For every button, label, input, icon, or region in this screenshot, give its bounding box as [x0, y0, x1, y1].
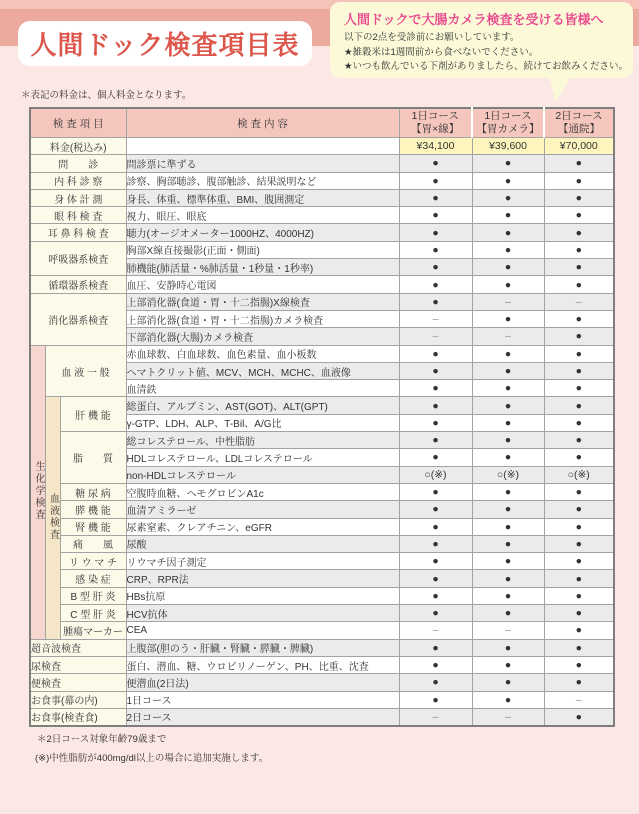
exam-content: 尿素窒素、クレアチニン、eGFR: [126, 518, 399, 535]
availability-mark: ●: [472, 570, 544, 587]
exam-item-label: B 型 肝 炎: [60, 587, 126, 604]
availability-mark: ●: [399, 501, 472, 518]
exam-content: 血清アミラーゼ: [126, 501, 399, 518]
exam-content: リウマチ因子測定: [126, 553, 399, 570]
exam-content: 赤血球数、白血球数、血色素量、血小板数: [126, 345, 399, 362]
price-value: ¥70,000: [544, 138, 614, 155]
exam-content: non-HDLコレステロール: [126, 466, 399, 483]
fee-note: ＊表記の料金は、個人料金となります。: [21, 90, 192, 101]
fee-label: 料金(税込み): [30, 138, 126, 155]
exam-item-label: お食事(幕の内): [30, 691, 126, 708]
availability-mark: –: [472, 293, 544, 310]
exam-content: 空腹時血糖、ヘモグロビンA1c: [126, 483, 399, 500]
table-row: [30, 501, 614, 518]
course-type: 【胃×線】: [411, 123, 460, 135]
availability-mark: ●: [399, 483, 472, 500]
table-row: [30, 535, 614, 552]
availability-mark: ●: [544, 674, 614, 691]
availability-mark: ●: [472, 587, 544, 604]
table-row: [30, 674, 614, 691]
course-type: 【胃カメラ】: [476, 123, 540, 135]
table-row: [30, 293, 614, 310]
availability-mark: ●: [544, 432, 614, 449]
availability-mark: ●: [472, 674, 544, 691]
callout-line: ★雑穀米は1週間前から食べないでください。: [344, 46, 539, 58]
section-label-biochem: [30, 345, 45, 639]
availability-mark: ●: [472, 449, 544, 466]
availability-mark: ●: [544, 483, 614, 500]
availability-mark: ●: [544, 224, 614, 241]
availability-mark: ●: [544, 553, 614, 570]
availability-mark: ●: [544, 380, 614, 397]
availability-mark: ●: [544, 535, 614, 552]
exam-item-label: 身 体 計 測: [30, 189, 126, 206]
table-row: [30, 189, 614, 206]
callout-bubble: [330, 2, 633, 78]
price-value: ¥39,600: [472, 138, 544, 155]
exam-content: 便潜血(2日法): [126, 674, 399, 691]
exam-content: 聴力(オージオメーター1000HZ、4000HZ): [126, 224, 399, 241]
availability-mark: –: [399, 622, 472, 639]
header-exam-content: 検 査 内 容: [126, 108, 399, 138]
exam-content: 総蛋白、アルブミン、AST(GOT)、ALT(GPT): [126, 397, 399, 414]
footnote-age: ＊2日コース対象年齢79歳まで: [37, 734, 167, 745]
availability-mark: ●: [472, 345, 544, 362]
availability-mark: ●: [544, 207, 614, 224]
exam-item-label: 呼吸器系検査: [30, 241, 126, 276]
table-row: [30, 397, 614, 414]
callout-line: 以下の2点を受診前にお願いしています。: [344, 32, 520, 43]
section-label-blood-text: 血液検査: [47, 492, 59, 541]
table-row: [30, 570, 614, 587]
course-name: 2日コース: [555, 109, 603, 122]
exam-content: 診察、胸部聴診、腹部触診、結果説明など: [126, 172, 399, 189]
exam-item-label: 肝 機 能: [60, 397, 126, 432]
exam-item-label: 血 液 一 般: [45, 345, 126, 397]
availability-mark: ●: [472, 639, 544, 656]
title-box: [18, 21, 312, 66]
availability-mark: ●: [399, 207, 472, 224]
header-course-3: [544, 108, 614, 138]
availability-mark: ●: [544, 639, 614, 656]
availability-mark: ●: [544, 656, 614, 673]
availability-mark: ●: [472, 397, 544, 414]
availability-mark: ●: [399, 518, 472, 535]
course-name: 1日コース: [484, 109, 532, 122]
availability-mark: ●: [544, 259, 614, 276]
availability-mark: –: [399, 708, 472, 725]
table-row: [30, 276, 614, 293]
table-row: [30, 656, 614, 673]
availability-mark: ●: [544, 449, 614, 466]
exam-content: CEA: [126, 622, 399, 639]
exam-content: CRP、RPR法: [126, 570, 399, 587]
availability-mark: –: [472, 708, 544, 725]
availability-mark: ●: [399, 587, 472, 604]
exam-table-body: [30, 138, 614, 726]
table-row: [30, 224, 614, 241]
exam-item-label: 耳 鼻 科 検 査: [30, 224, 126, 241]
fee-content-empty: [126, 138, 399, 155]
availability-mark: ●: [472, 535, 544, 552]
exam-item-label: 超音波検査: [30, 639, 126, 656]
exam-item-label: C 型 肝 炎: [60, 605, 126, 622]
availability-mark: ●: [544, 587, 614, 604]
exam-item-label: 糖 尿 病: [60, 483, 126, 500]
availability-mark: ●: [399, 293, 472, 310]
availability-mark: ●: [399, 639, 472, 656]
header-exam-item: 検 査 項 目: [30, 108, 126, 138]
exam-content: 2日コース: [126, 708, 399, 725]
availability-mark: ●: [399, 172, 472, 189]
availability-mark: ●: [399, 345, 472, 362]
availability-mark: ●: [472, 310, 544, 327]
availability-mark: –: [544, 293, 614, 310]
exam-content: 1日コース: [126, 691, 399, 708]
availability-mark: ●: [544, 345, 614, 362]
table-row: [30, 138, 614, 155]
availability-mark: ●: [544, 172, 614, 189]
course-name: 1日コース: [411, 109, 459, 122]
availability-mark: ●: [399, 605, 472, 622]
exam-content: γ-GTP、LDH、ALP、T-Bil、A/G比: [126, 414, 399, 431]
availability-mark: ●: [472, 414, 544, 431]
exam-item-label: 内 科 診 察: [30, 172, 126, 189]
table-row: [30, 172, 614, 189]
availability-mark: ●: [544, 276, 614, 293]
exam-item-label: 眼 科 検 査: [30, 207, 126, 224]
availability-mark: ●: [399, 397, 472, 414]
table-row: [30, 155, 614, 172]
availability-mark: ●: [399, 241, 472, 258]
availability-mark: –: [544, 691, 614, 708]
availability-mark: ●: [399, 224, 472, 241]
exam-content: HCV抗体: [126, 605, 399, 622]
section-label-biochem-text: 生化学検査: [33, 460, 44, 521]
footnote-lipid: (※)中性脂肪が400mg/dl以上の場合に追加実施します。: [35, 753, 269, 764]
availability-mark: ●: [544, 241, 614, 258]
availability-mark: ●: [544, 501, 614, 518]
section-label-blood: [45, 397, 60, 639]
availability-mark: ●: [399, 276, 472, 293]
exam-item-label: 問 診: [30, 155, 126, 172]
table-row: [30, 241, 614, 258]
availability-mark: ●: [472, 483, 544, 500]
exam-content: 蛋白、潜血、糖、ウロビリノーゲン、PH、比重、沈査: [126, 656, 399, 673]
header-course-1: [399, 108, 472, 138]
availability-mark: ●: [472, 276, 544, 293]
availability-mark: ●: [544, 362, 614, 379]
exam-content: 視力、眼圧、眼底: [126, 207, 399, 224]
availability-mark: ●: [399, 656, 472, 673]
exam-content: ヘマトクリット値、MCV、MCH、MCHC、血液像: [126, 362, 399, 379]
availability-mark: ●: [472, 656, 544, 673]
exam-content: 血清鉄: [126, 380, 399, 397]
availability-mark: ●: [472, 380, 544, 397]
table-row: [30, 483, 614, 500]
availability-mark: ●: [472, 155, 544, 172]
exam-item-label: 尿検査: [30, 656, 126, 673]
availability-mark: ●: [399, 362, 472, 379]
availability-mark: ●: [544, 570, 614, 587]
course-type: 【通院】: [558, 123, 600, 135]
exam-content: 尿酸: [126, 535, 399, 552]
availability-mark: ●: [472, 207, 544, 224]
exam-content: 上部消化器(食道・胃・十二指腸)カメラ検査: [126, 310, 399, 327]
table-row: [30, 432, 614, 449]
table-row: [30, 691, 614, 708]
availability-mark: ●: [544, 397, 614, 414]
availability-mark: ○(※): [472, 466, 544, 483]
exam-item-label: 腫瘍マーカー: [60, 622, 126, 639]
availability-mark: ●: [472, 553, 544, 570]
table-row: [30, 207, 614, 224]
exam-item-label: 脂 質: [60, 432, 126, 484]
availability-mark: ●: [472, 518, 544, 535]
availability-mark: ●: [472, 605, 544, 622]
availability-mark: ●: [544, 414, 614, 431]
availability-mark: ●: [472, 172, 544, 189]
table-row: [30, 639, 614, 656]
availability-mark: ●: [544, 155, 614, 172]
table-row: [30, 622, 614, 639]
availability-mark: ●: [472, 362, 544, 379]
exam-item-label: 消化器系検査: [30, 293, 126, 345]
availability-mark: ●: [399, 449, 472, 466]
table-row: [30, 345, 614, 362]
availability-mark: –: [472, 328, 544, 345]
availability-mark: ●: [399, 570, 472, 587]
callout-heading: 人間ドックで大腸カメラ検査を受ける皆様へ: [344, 12, 604, 27]
availability-mark: –: [399, 328, 472, 345]
price-value: ¥34,100: [399, 138, 472, 155]
exam-item-label: 便検査: [30, 674, 126, 691]
header-course-2: [472, 108, 544, 138]
table-row: [30, 553, 614, 570]
table-row: [30, 518, 614, 535]
exam-item-label: 膵 機 能: [60, 501, 126, 518]
table-row: [30, 708, 614, 725]
availability-mark: ●: [544, 622, 614, 639]
exam-item-label: お食事(検査食): [30, 708, 126, 725]
exam-content: 上部消化器(食道・胃・十二指腸)X線検査: [126, 293, 399, 310]
availability-mark: ○(※): [544, 466, 614, 483]
availability-mark: ●: [472, 259, 544, 276]
availability-mark: ●: [399, 535, 472, 552]
exam-content: 肺機能(肺活量・%肺活量・1秒量・1秒率): [126, 259, 399, 276]
availability-mark: ●: [472, 224, 544, 241]
exam-table: [29, 107, 615, 727]
exam-content: 身長、体重、標準体重、BMI、腹囲測定: [126, 189, 399, 206]
exam-content: 上腹部(胆のう・肝臓・腎臓・膵臓・脾臓): [126, 639, 399, 656]
exam-item-label: リ ウ マ チ: [60, 553, 126, 570]
availability-mark: ●: [399, 380, 472, 397]
exam-item-label: 腎 機 能: [60, 518, 126, 535]
exam-content: 下部消化器(大腸)カメラ検査: [126, 328, 399, 345]
availability-mark: ●: [544, 328, 614, 345]
exam-content: 胸部X線直接撮影(正面・側面): [126, 241, 399, 258]
availability-mark: ●: [544, 518, 614, 535]
availability-mark: –: [472, 622, 544, 639]
exam-item-label: 痛 風: [60, 535, 126, 552]
exam-content: 問診票に準ずる: [126, 155, 399, 172]
availability-mark: ●: [472, 241, 544, 258]
table-header-row: [30, 108, 614, 138]
availability-mark: ●: [399, 189, 472, 206]
page-title: 人間ドック検査項目表: [30, 30, 300, 60]
exam-content: 総コレステロール、中性脂肪: [126, 432, 399, 449]
availability-mark: ●: [472, 691, 544, 708]
callout-line: ★いつも飲んでいる下剤がありましたら、続けてお飲みください。: [344, 61, 629, 73]
table-row: [30, 605, 614, 622]
availability-mark: ●: [544, 605, 614, 622]
exam-item-label: 循環器系検査: [30, 276, 126, 293]
availability-mark: ●: [472, 432, 544, 449]
availability-mark: ●: [472, 501, 544, 518]
availability-mark: ●: [399, 691, 472, 708]
exam-content: HDLコレステロール、LDLコレステロール: [126, 449, 399, 466]
exam-content: HBs抗原: [126, 587, 399, 604]
availability-mark: ○(※): [399, 466, 472, 483]
exam-item-label: 感 染 症: [60, 570, 126, 587]
exam-content: 血圧、安静時心電図: [126, 276, 399, 293]
availability-mark: ●: [399, 674, 472, 691]
availability-mark: ●: [399, 259, 472, 276]
availability-mark: ●: [472, 189, 544, 206]
availability-mark: ●: [399, 553, 472, 570]
availability-mark: –: [399, 310, 472, 327]
availability-mark: ●: [399, 414, 472, 431]
availability-mark: ●: [544, 310, 614, 327]
availability-mark: ●: [399, 432, 472, 449]
availability-mark: ●: [544, 189, 614, 206]
table-row: [30, 587, 614, 604]
availability-mark: ●: [544, 708, 614, 725]
availability-mark: ●: [399, 155, 472, 172]
